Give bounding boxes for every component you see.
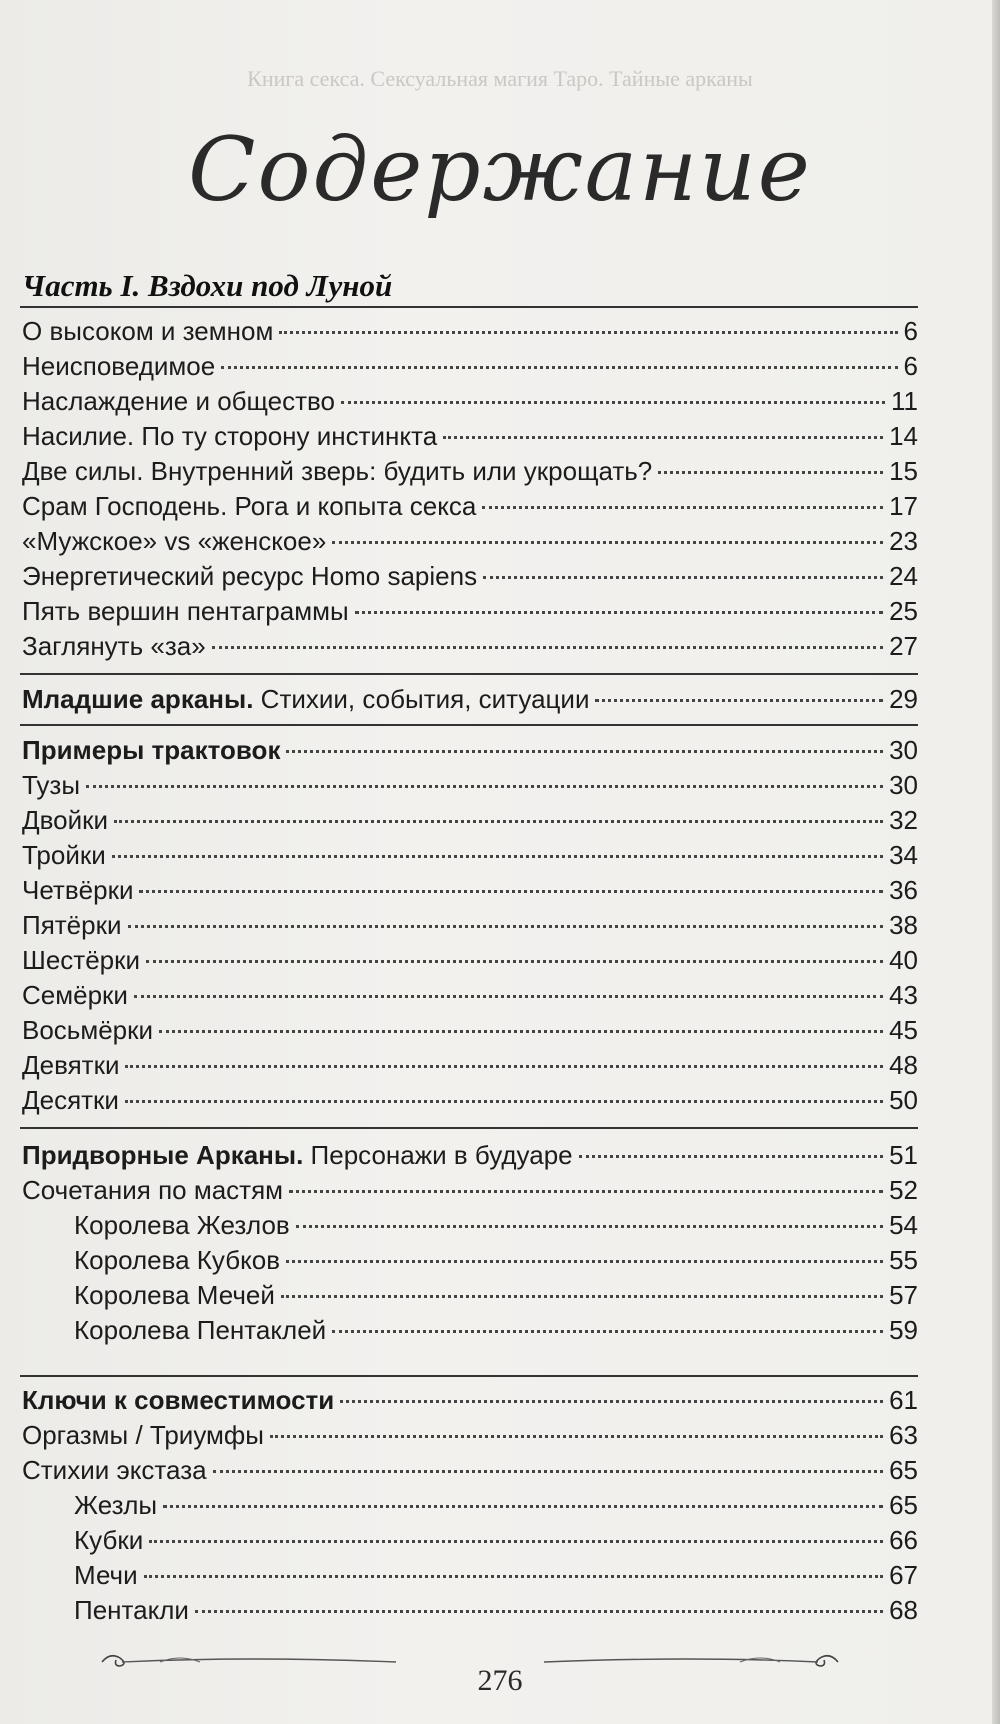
toc-entry-page: 30 bbox=[889, 770, 918, 800]
toc-entry-page: 6 bbox=[903, 316, 918, 346]
toc-entry-page: 61 bbox=[889, 1385, 918, 1415]
toc-entry[interactable] bbox=[22, 766, 918, 804]
leader-dots bbox=[144, 1575, 883, 1578]
toc-entry[interactable] bbox=[22, 487, 918, 525]
page-number: 276 bbox=[477, 1664, 523, 1697]
toc-entry-label: Стихии экстаза bbox=[22, 1455, 207, 1485]
toc-entry-label bbox=[22, 1381, 334, 1419]
toc-entry[interactable] bbox=[22, 801, 918, 839]
toc-entry-label bbox=[22, 680, 589, 718]
toc-subentry[interactable] bbox=[74, 1486, 918, 1524]
leader-dots bbox=[658, 471, 883, 474]
leader-dots bbox=[213, 1470, 884, 1473]
toc-entry-label: Заглянуть «за» bbox=[22, 631, 206, 661]
toc-entry-label: Двойки bbox=[22, 805, 109, 835]
toc-entry-bold: Примеры трактовок bbox=[22, 735, 281, 765]
leader-dots bbox=[86, 785, 883, 788]
toc-entry[interactable] bbox=[22, 347, 918, 385]
toc-entry-label: Королева Кубков bbox=[74, 1245, 281, 1275]
toc-entry[interactable] bbox=[22, 557, 918, 595]
toc-entry-page: 43 bbox=[889, 980, 918, 1010]
toc-entry-bold: Младшие арканы. bbox=[22, 684, 254, 714]
page-title: Содержание bbox=[188, 118, 812, 221]
toc-entry-bold: Придворные Арканы. bbox=[22, 1140, 304, 1170]
toc-entry-page: 29 bbox=[889, 684, 918, 714]
toc-subentry[interactable] bbox=[74, 1276, 918, 1314]
toc-entry-label: Кубки bbox=[74, 1525, 144, 1555]
toc-entry-label: Энергетический ресурс Homo sapiens bbox=[22, 561, 478, 591]
leader-dots bbox=[340, 1400, 883, 1403]
leader-dots bbox=[355, 611, 883, 614]
toc-entry-label: Пять вершин пентаграммы bbox=[22, 596, 349, 626]
toc-entry-label: «Мужское» vs «женское» bbox=[22, 526, 327, 556]
leader-dots bbox=[221, 366, 897, 369]
toc-entry-label: Неисповедимое bbox=[22, 351, 216, 381]
toc-entry-page: 63 bbox=[889, 1420, 918, 1450]
leader-dots bbox=[579, 1155, 883, 1158]
toc-entry-label: Жезлы bbox=[74, 1490, 158, 1520]
toc-entry-page: 30 bbox=[889, 735, 918, 765]
leader-dots bbox=[159, 1030, 883, 1033]
toc-entry-page: 65 bbox=[889, 1455, 918, 1485]
leader-dots bbox=[212, 646, 883, 649]
toc-entry-page: 25 bbox=[889, 596, 918, 626]
leader-dots bbox=[332, 541, 883, 544]
toc-subentry[interactable] bbox=[74, 1556, 918, 1594]
toc-entry-label: Королева Пентаклей bbox=[74, 1315, 327, 1345]
toc-entry-label: Королева Жезлов bbox=[74, 1210, 290, 1240]
section-rule bbox=[20, 673, 918, 675]
toc-entry-page: 52 bbox=[889, 1175, 918, 1205]
toc-entry[interactable] bbox=[22, 1171, 918, 1209]
toc-entry[interactable] bbox=[22, 382, 918, 420]
toc-entry-label: Мечи bbox=[74, 1560, 138, 1590]
toc-entry[interactable] bbox=[22, 522, 918, 560]
toc-entry-court-arcana[interactable] bbox=[22, 1136, 918, 1174]
leader-dots bbox=[595, 699, 883, 702]
toc-entry-label: Насилие. По ту сторону инстинкта bbox=[22, 421, 438, 451]
toc-entry-page: 54 bbox=[889, 1210, 918, 1240]
toc-entry-rest: Персонажи в будуаре bbox=[303, 1140, 573, 1170]
toc-entry-page: 27 bbox=[889, 631, 918, 661]
toc-entry-label: Восьмёрки bbox=[22, 1015, 154, 1045]
toc-entry-page: 34 bbox=[889, 840, 918, 870]
toc-entry[interactable] bbox=[22, 1011, 918, 1049]
toc-subentry[interactable] bbox=[74, 1521, 918, 1559]
toc-entry-label: Девятки bbox=[22, 1050, 120, 1080]
section-rule bbox=[20, 1127, 918, 1129]
toc-entry[interactable] bbox=[22, 836, 918, 874]
leader-dots bbox=[134, 995, 883, 998]
toc-entry-page: 55 bbox=[889, 1245, 918, 1275]
leader-dots bbox=[341, 401, 885, 404]
running-head: Книга секса. Сексуальная магия Таро. Тайные арканы bbox=[247, 66, 753, 91]
toc-entry-page: 6 bbox=[903, 351, 918, 381]
toc-entry-page: 38 bbox=[889, 910, 918, 940]
toc-entry[interactable] bbox=[22, 1451, 918, 1489]
toc-entry-page: 24 bbox=[889, 561, 918, 591]
toc-entry-page: 57 bbox=[889, 1280, 918, 1310]
leader-dots bbox=[270, 1435, 883, 1438]
toc-entry[interactable] bbox=[22, 941, 918, 979]
toc-entry-page: 14 bbox=[889, 421, 918, 451]
leader-dots bbox=[443, 436, 883, 439]
leader-dots bbox=[286, 1260, 883, 1263]
toc-entry-label: Десятки bbox=[22, 1085, 119, 1115]
toc-entry-page: 17 bbox=[889, 491, 918, 521]
toc-entry-label: Тройки bbox=[22, 840, 106, 870]
toc-entry[interactable] bbox=[22, 1081, 918, 1119]
toc-subentry[interactable] bbox=[74, 1311, 918, 1349]
leader-dots bbox=[128, 925, 884, 928]
toc-entry-page: 23 bbox=[889, 526, 918, 556]
toc-entry-label: Четвёрки bbox=[22, 875, 134, 905]
toc-entry[interactable] bbox=[22, 871, 918, 909]
toc-entry-label: Пятёрки bbox=[22, 910, 122, 940]
toc-entry[interactable] bbox=[22, 592, 918, 630]
part-title: Часть I. Вздохи под Луной bbox=[22, 268, 393, 303]
toc-entry-label: Шестёрки bbox=[22, 945, 141, 975]
toc-entry-page: 59 bbox=[889, 1315, 918, 1345]
toc-entry-bold: Ключи к совместимости bbox=[22, 1385, 335, 1415]
leader-dots bbox=[195, 1610, 883, 1613]
toc-entry-page: 65 bbox=[889, 1490, 918, 1520]
page-edge bbox=[992, 0, 1000, 1724]
toc-entry-label: Две силы. Внутренний зверь: будить или укрощать? bbox=[22, 456, 653, 486]
leader-dots bbox=[483, 576, 883, 579]
leader-dots bbox=[125, 1100, 883, 1103]
toc-entry-rest: Стихии, события, ситуации bbox=[253, 684, 590, 714]
leader-dots bbox=[114, 820, 883, 823]
toc-entry-heading[interactable] bbox=[22, 1381, 918, 1419]
toc-entry-page: 45 bbox=[889, 1015, 918, 1045]
toc-entry-label: Сочетания по мастям bbox=[22, 1175, 284, 1205]
toc-subentry[interactable] bbox=[74, 1206, 918, 1244]
leader-dots bbox=[281, 1295, 883, 1298]
leader-dots bbox=[163, 1505, 883, 1508]
toc-entry-label: Оргазмы / Триумфы bbox=[22, 1420, 264, 1450]
toc-entry-page: 66 bbox=[889, 1525, 918, 1555]
leader-dots bbox=[112, 855, 883, 858]
section-rule bbox=[20, 1375, 918, 1377]
leader-dots bbox=[332, 1330, 883, 1333]
toc-entry-label: Семёрки bbox=[22, 980, 128, 1010]
leader-dots bbox=[289, 1190, 883, 1193]
toc-entry-page: 11 bbox=[891, 386, 918, 416]
toc-entry[interactable] bbox=[22, 1416, 918, 1454]
toc-entry-page: 48 bbox=[889, 1050, 918, 1080]
toc-subentry[interactable] bbox=[74, 1241, 918, 1279]
leader-dots bbox=[125, 1065, 883, 1068]
toc-entry-page: 36 bbox=[889, 875, 918, 905]
leader-dots bbox=[482, 506, 883, 509]
toc-entry[interactable] bbox=[22, 627, 918, 665]
leader-dots bbox=[146, 960, 883, 963]
toc-entry-page: 51 bbox=[889, 1140, 918, 1170]
toc-entry[interactable] bbox=[22, 976, 918, 1014]
toc-entry-minor-arcana[interactable] bbox=[22, 680, 918, 718]
toc-entry[interactable] bbox=[22, 312, 918, 350]
toc-entry-label: Срам Господень. Рога и копыта секса bbox=[22, 491, 477, 521]
part-rule bbox=[20, 306, 918, 308]
section-rule bbox=[20, 724, 918, 726]
toc-entry[interactable] bbox=[22, 417, 918, 455]
toc-entry[interactable] bbox=[22, 1046, 918, 1084]
toc-entry-page: 15 bbox=[889, 456, 918, 486]
toc-entry-page: 40 bbox=[889, 945, 918, 975]
toc-entry-page: 50 bbox=[889, 1085, 918, 1115]
toc-entry-label bbox=[22, 731, 280, 769]
leader-dots bbox=[149, 1540, 883, 1543]
leader-dots bbox=[286, 750, 883, 753]
leader-dots bbox=[279, 331, 897, 334]
toc-subentry[interactable] bbox=[74, 1591, 918, 1629]
toc-entry-label: Пентакли bbox=[74, 1595, 189, 1625]
toc-entry-label bbox=[22, 1136, 573, 1174]
toc-entry-page: 32 bbox=[889, 805, 918, 835]
leader-dots bbox=[139, 890, 883, 893]
toc-entry[interactable] bbox=[22, 906, 918, 944]
toc-entry-label: Тузы bbox=[22, 770, 81, 800]
toc-entry-page: 68 bbox=[889, 1595, 918, 1625]
toc-entry-label: Наслаждение и общество bbox=[22, 386, 336, 416]
toc-entry-label: О высоком и земном bbox=[22, 316, 274, 346]
toc-entry[interactable] bbox=[22, 452, 918, 490]
toc-entry-heading[interactable] bbox=[22, 731, 918, 769]
toc-entry-page: 67 bbox=[889, 1560, 918, 1590]
toc-entry-label: Королева Мечей bbox=[74, 1280, 275, 1310]
leader-dots bbox=[296, 1225, 883, 1228]
